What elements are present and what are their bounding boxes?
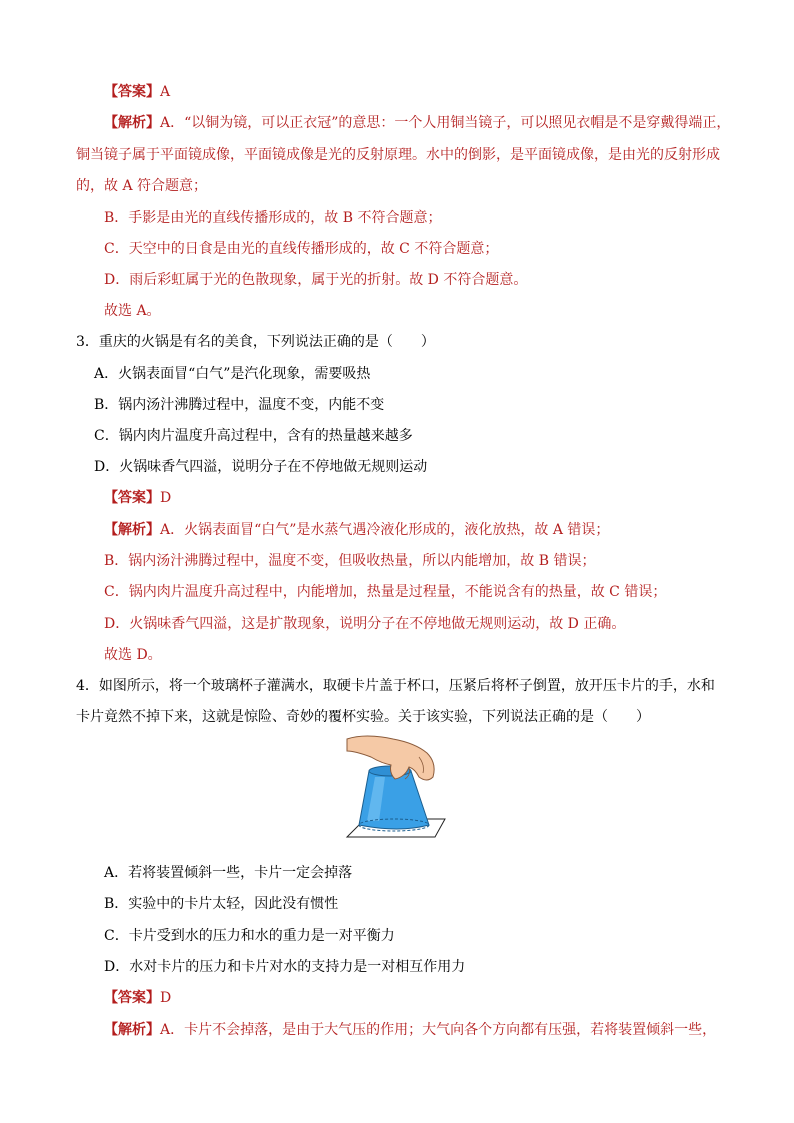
q2-conclusion: 故选 A。 — [104, 303, 161, 319]
q4-stem-line-1: 4．如图所示，将一个玻璃杯子灌满水，取硬卡片盖于杯口，压紧后将杯子倒置，放开压卡片的手，水和 — [76, 678, 715, 694]
answer-value: D — [160, 990, 172, 1006]
answer-tag: 【答案】 — [104, 990, 160, 1006]
q3-analysis-line-4: D．火锅味香气四溢，这是扩散现象，说明分子在不停地做无规则运动，故 D 正确。 — [104, 616, 626, 632]
analysis-text: A．“以铜为镜，可以正衣冠”的意思：一个人用铜当镜子，可以照见衣帽是不是穿戴得端正， — [160, 115, 731, 131]
q4-figure — [345, 733, 453, 838]
q2-analysis-line-6: D．雨后彩虹属于光的色散现象，属于光的折射。故 D 不符合题意。 — [104, 272, 528, 288]
analysis-tag: 【解析】 — [104, 115, 160, 131]
answer-tag: 【答案】 — [104, 490, 160, 506]
q3-stem: 3．重庆的火锅是有名的美食，下列说法正确的是（ ） — [76, 334, 435, 350]
analysis-text: A．卡片不会掉落，是由于大气压的作用；大气向各个方向都有压强，若将装置倾斜一些， — [160, 1022, 717, 1038]
answer-value: A — [160, 84, 171, 100]
q2-analysis-line-1 — [104, 113, 730, 133]
answer-value: D — [160, 490, 172, 506]
q2-analysis-line-2: 铜当镜子属于平面镜成像，平面镜成像是光的反射原理。水中的倒影，是平面镜成像，是由光的反射形成 — [76, 147, 720, 163]
analysis-text: A．火锅表面冒“白气”是水蒸气遇冷液化形成的，液化放热，故 A 错误； — [160, 522, 610, 538]
q2-answer — [104, 82, 170, 102]
q4-option-b: B．实验中的卡片太轻，因此没有惯性 — [104, 896, 339, 912]
q4-option-a: A．若将装置倾斜一些，卡片一定会掉落 — [104, 865, 353, 881]
q4-answer — [104, 988, 171, 1008]
q4-analysis-line-1 — [104, 1020, 716, 1040]
q3-option-d: D．火锅味香气四溢，说明分子在不停地做无规则运动 — [94, 459, 428, 475]
q4-stem-line-2: 卡片竟然不掉下来，这就是惊险、奇妙的覆杯实验。关于该实验，下列说法正确的是（ ） — [76, 709, 650, 725]
q3-answer — [104, 488, 171, 508]
q4-option-d: D．水对卡片的压力和卡片对水的支持力是一对相互作用力 — [104, 959, 466, 975]
answer-tag: 【答案】 — [104, 84, 160, 100]
analysis-tag: 【解析】 — [104, 522, 160, 538]
q2-analysis-line-4: B．手影是由光的直线传播形成的，故 B 不符合题意； — [104, 210, 442, 226]
q3-analysis-line-3: C．锅内肉片温度升高过程中，内能增加，热量是过程量，不能说含有的热量，故 C 错误； — [104, 584, 667, 600]
hand-holding-inverted-cup-on-card-icon — [345, 733, 453, 838]
q2-analysis-line-3: 的，故 A 符合题意； — [76, 178, 208, 194]
analysis-tag: 【解析】 — [104, 1022, 160, 1038]
q3-analysis-line-1 — [104, 520, 609, 540]
q2-analysis-line-5: C．天空中的日食是由光的直线传播形成的，故 C 不符合题意； — [104, 241, 499, 257]
q3-option-a: A．火锅表面冒“白气”是汽化现象，需要吸热 — [94, 366, 371, 382]
q4-option-c: C．卡片受到水的压力和水的重力是一对平衡力 — [104, 928, 395, 944]
q3-conclusion: 故选 D。 — [104, 647, 162, 663]
q3-analysis-line-2: B．锅内汤汁沸腾过程中，温度不变，但吸收热量，所以内能增加，故 B 错误； — [104, 553, 596, 569]
q3-option-c: C．锅内肉片温度升高过程中，含有的热量越来越多 — [94, 428, 413, 444]
q3-option-b: B．锅内汤汁沸腾过程中，温度不变，内能不变 — [94, 397, 385, 413]
